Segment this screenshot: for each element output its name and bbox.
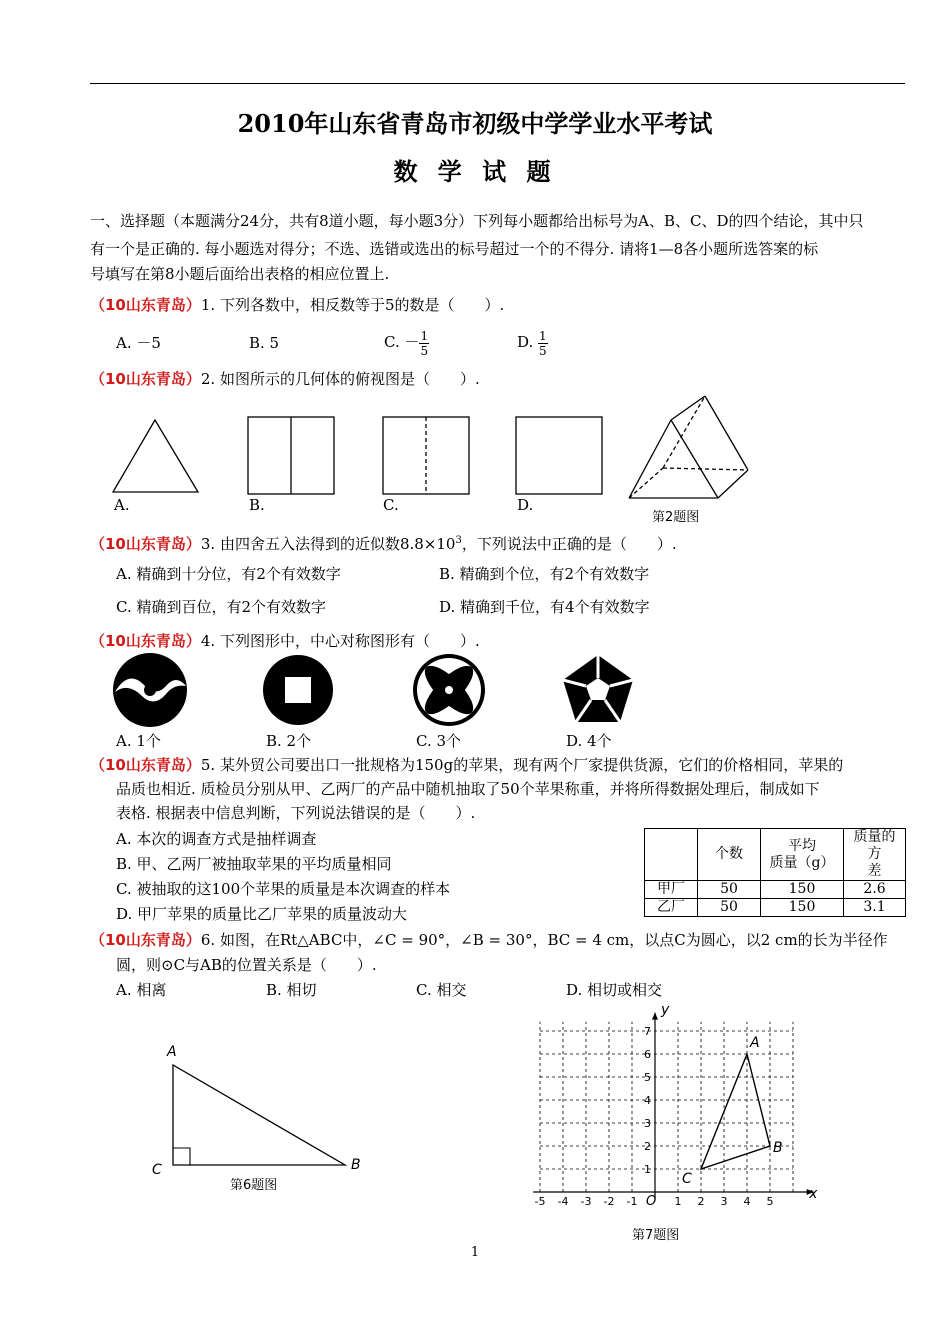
coordinate-axes xyxy=(533,1005,818,1209)
y-tick-label: 3 xyxy=(644,1117,651,1130)
x-tick-label: -4 xyxy=(557,1195,569,1208)
q6-figure xyxy=(140,1035,380,1185)
header-avg-line-1: 平均 xyxy=(788,837,816,854)
x-tick-label: -5 xyxy=(534,1195,546,1208)
page-number: 1 xyxy=(470,1245,480,1260)
vertex-label-b: B xyxy=(351,1157,361,1173)
y-tick-label: 7 xyxy=(644,1025,651,1038)
vertex-label-a: A xyxy=(167,1044,177,1060)
fraction-denominator: 5 xyxy=(539,343,547,358)
header-count: 个数 xyxy=(698,829,761,881)
question-3-stem-end: ，下列说法中正确的是（ ）. xyxy=(461,535,677,553)
header-avg xyxy=(761,829,844,881)
x-tick-label: 5 xyxy=(766,1195,774,1208)
source-tag: （10山东青岛） xyxy=(90,931,201,949)
question-3-stem: 3. 由四舍五入法得到的近似数8.8×10 xyxy=(200,535,456,553)
cell-count: 50 xyxy=(698,881,761,899)
source-tag: （10山东青岛） xyxy=(90,756,201,774)
fraction xyxy=(419,329,429,358)
y-tick-label: 4 xyxy=(644,1094,651,1107)
cell-variance: 3.1 xyxy=(844,899,906,917)
q2-label-b: B. xyxy=(249,496,265,514)
right-triangle xyxy=(173,1065,345,1165)
point-c-label: C xyxy=(682,1171,692,1187)
q1-option-d xyxy=(517,320,548,364)
top-rule xyxy=(90,83,905,84)
q3-option-c: C. 精确到百位，有2个有效数字 xyxy=(116,598,327,616)
q7-caption: 第7题图 xyxy=(632,1228,680,1243)
question-1-stem: 1. 下列各数中，相反数等于5的数是（ ）. xyxy=(200,296,505,314)
q1-option-b: B. 5 xyxy=(249,334,280,352)
table-header-row xyxy=(645,829,906,881)
q5-option-d: D. 甲厂苹果的质量比乙厂苹果的质量波动大 xyxy=(116,905,408,923)
x-tick-label: -3 xyxy=(580,1195,592,1208)
cell-avg: 150 xyxy=(761,881,844,899)
q6-option-d: D. 相切或相交 xyxy=(566,981,663,999)
q4-option-d: D. 4个 xyxy=(566,732,612,750)
q4-option-a: A. 1个 xyxy=(116,732,161,750)
origin-label: O xyxy=(646,1194,657,1209)
y-axis-label: y xyxy=(661,1005,670,1018)
y-tick-label: 5 xyxy=(644,1071,651,1084)
point-b-label: B xyxy=(773,1140,783,1156)
question-5-line-3: 表格. 根据表中信息判断，下列说法错误的是（ ）. xyxy=(116,804,476,822)
q6-caption: 第6题图 xyxy=(230,1178,278,1193)
question-4-stem: 4. 下列图形中，中心对称图形有（ ）. xyxy=(200,632,480,650)
figure-b-coin xyxy=(263,655,333,725)
q3-option-d: D. 精确到千位，有4个有效数字 xyxy=(439,598,650,616)
table-row xyxy=(645,899,906,917)
header-variance-line-1: 质量的方 xyxy=(853,829,896,862)
q5-option-c: C. 被抽取的这100个苹果的质量是本次调查的样本 xyxy=(116,880,451,898)
q6-option-b: B. 相切 xyxy=(266,981,317,999)
page-subtitle: 数 学 试 题 xyxy=(393,157,557,186)
right-angle-mark xyxy=(173,1148,190,1165)
x-tick-label: 1 xyxy=(674,1195,682,1208)
q2-caption: 第2题图 xyxy=(652,510,700,525)
section-intro-line-2: 有一个是正确的. 每小题选对得分；不选、选错或选出的标号超过一个的不得分. 请将1—8各小题所选答案的标 xyxy=(90,240,819,258)
figure-d-pentagon xyxy=(563,655,633,722)
question-5-line-2: 品质也相近. 质检员分别从甲、乙两厂的产品中随机抽取了50个苹果称重，并将所得数据处理后，制成如下 xyxy=(116,780,820,798)
question-6-line-1 xyxy=(90,928,888,952)
table-row xyxy=(645,881,906,899)
q1-option-c-prefix: C. － xyxy=(384,333,420,351)
question-3 xyxy=(90,529,677,556)
header-variance-line-2: 差 xyxy=(867,863,882,879)
y-axis-arrow-icon xyxy=(652,1013,658,1020)
page-title: 2010年山东省青岛市初级中学学业水平考试 xyxy=(237,109,713,138)
section-intro-line-1: 一、选择题（本题满分24分，共有8道小题，每小题3分）下列每小题都给出标号为A、B、C、D的四个结论，其中只 xyxy=(90,212,864,230)
x-tick-label: 2 xyxy=(697,1195,705,1208)
q1-option-a: A. －5 xyxy=(116,334,161,352)
question-2 xyxy=(90,367,480,391)
figure-a-swirl xyxy=(113,653,187,727)
cell-factory-name: 乙厂 xyxy=(645,899,698,917)
source-tag: （10山东青岛） xyxy=(90,535,201,553)
tick-labels xyxy=(535,1025,774,1208)
fraction-denominator: 5 xyxy=(420,343,429,358)
fraction-numerator: 1 xyxy=(420,328,429,343)
cell-count: 50 xyxy=(698,899,761,917)
x-tick-label: -1 xyxy=(626,1195,638,1208)
source-tag: （10山东青岛） xyxy=(90,370,201,388)
cell-variance: 2.6 xyxy=(844,881,906,899)
prism-figure xyxy=(629,396,748,498)
vertex-label-c: C xyxy=(152,1162,162,1178)
triangle-abc xyxy=(682,1035,783,1187)
x-tick-label: 4 xyxy=(743,1195,751,1208)
q5-data-table xyxy=(644,828,906,917)
q5-option-b: B. 甲、乙两厂被抽取苹果的平均质量相同 xyxy=(116,855,392,873)
q3-option-a: A. 精确到十分位，有2个有效数字 xyxy=(116,565,341,583)
q1-option-c xyxy=(384,320,429,364)
point-a-label: A xyxy=(750,1035,760,1051)
rect-option-d-shape xyxy=(516,417,602,494)
q4-option-c: C. 3个 xyxy=(416,732,462,750)
q1-option-d-prefix: D. xyxy=(517,333,539,351)
q4-figures xyxy=(100,650,640,730)
question-3-exponent: 3 xyxy=(455,535,462,546)
cell-factory-name: 甲厂 xyxy=(645,881,698,899)
q6-option-c: C. 相交 xyxy=(416,981,467,999)
q2-label-d: D. xyxy=(517,496,534,514)
q2-label-c: C. xyxy=(383,496,399,514)
figure-c-petals xyxy=(413,654,485,726)
q3-option-b: B. 精确到个位，有2个有效数字 xyxy=(439,565,650,583)
triangle-abc-shape xyxy=(701,1054,770,1169)
question-1 xyxy=(90,293,504,317)
header-variance xyxy=(844,829,906,881)
section-intro-line-3: 号填写在第8小题后面给出表格的相应位置上. xyxy=(90,265,390,283)
x-tick-label: -2 xyxy=(603,1195,615,1208)
q4-option-b: B. 2个 xyxy=(266,732,312,750)
q6-option-a: A. 相离 xyxy=(116,981,167,999)
y-tick-label: 1 xyxy=(644,1163,651,1176)
source-tag: （10山东青岛） xyxy=(90,632,201,650)
triangle-option-a-shape xyxy=(113,420,198,492)
question-6-line-2: 圆，则⊙C与AB的位置关系是（ ）. xyxy=(116,956,377,974)
x-tick-label: 3 xyxy=(720,1195,728,1208)
cell-avg: 150 xyxy=(761,899,844,917)
question-6-stem: 6. 如图，在Rt△ABC中，∠C = 90°，∠B = 30°，BC = 4 cm，以点C为圆心，以2 cm的长为半径作 xyxy=(200,931,888,949)
source-tag: （10山东青岛） xyxy=(90,296,201,314)
header-avg-line-2: 质量（g） xyxy=(769,854,835,871)
fraction xyxy=(538,329,548,358)
y-tick-label: 2 xyxy=(644,1140,651,1153)
question-5-stem: 5. 某外贸公司要出口一批规格为150g的苹果，现有两个厂家提供货源，它们的价格相同，苹果的 xyxy=(200,756,844,774)
fraction-numerator: 1 xyxy=(539,328,547,343)
q2-label-a: A. xyxy=(114,496,130,514)
y-tick-label: 6 xyxy=(644,1048,651,1061)
x-axis-label: x xyxy=(809,1186,818,1202)
question-5-line-1 xyxy=(90,753,843,777)
q7-coordinate-figure xyxy=(520,1005,830,1220)
q5-option-a: A. 本次的调查方式是抽样调查 xyxy=(116,830,317,848)
question-2-stem: 2. 如图所示的几何体的俯视图是（ ）. xyxy=(200,370,480,388)
